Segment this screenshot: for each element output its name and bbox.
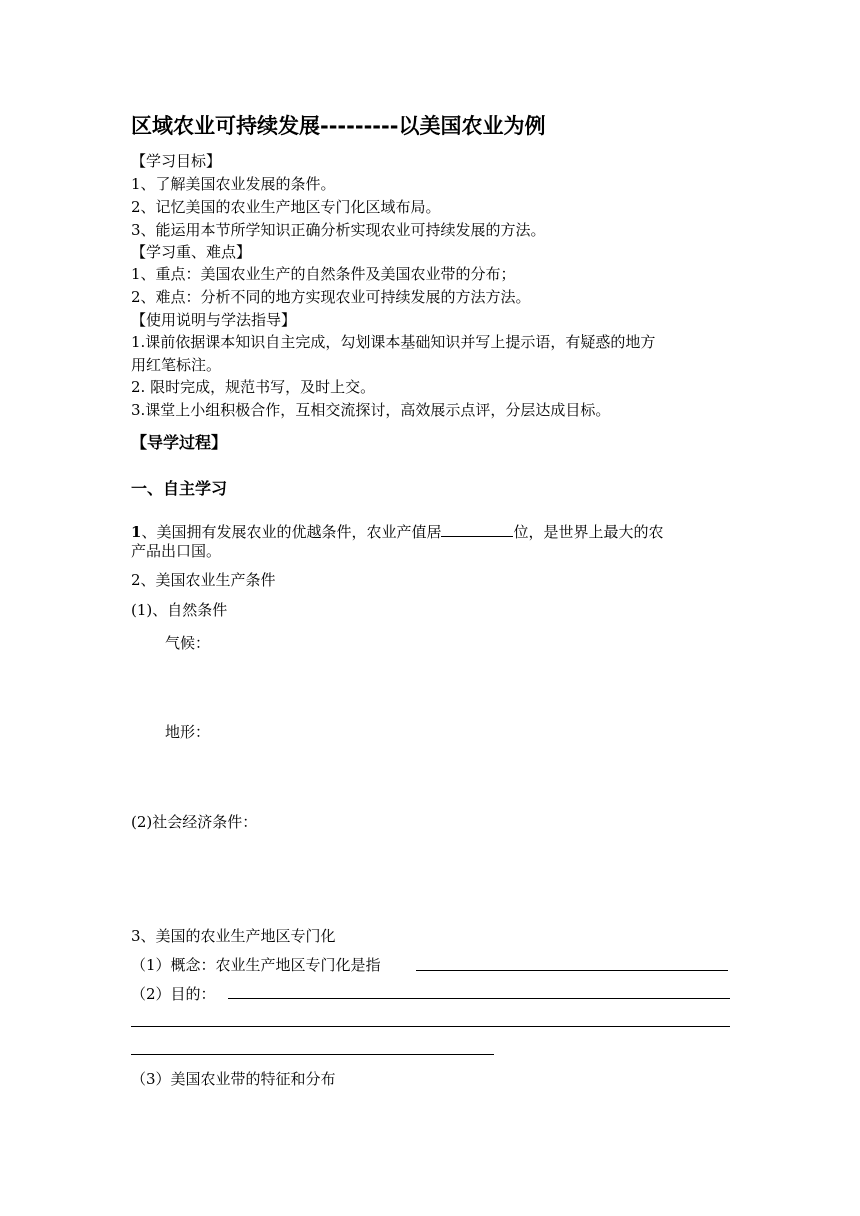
instruction-item-continued: 用红笔标注。: [131, 356, 222, 374]
key-point-item: 2、难点：分析不同的地方实现农业可持续发展的方法方法。: [131, 288, 531, 306]
instructions-header: 【使用说明与学法指导】: [131, 311, 297, 329]
climate-label: 气候：: [165, 634, 211, 652]
question-3-2: （2）目的：: [131, 985, 216, 1003]
answer-blank[interactable]: [441, 522, 513, 537]
instruction-item: 3.课堂上小组积极合作，互相交流探讨，高效展示点评，分层达成目标。: [131, 401, 611, 419]
subquestion-natural: (1)、自然条件: [131, 601, 228, 619]
question-2: 2、美国农业生产条件: [131, 571, 276, 589]
process-header: 【导学过程】: [131, 433, 228, 452]
section-heading: 一、自主学习: [131, 479, 228, 498]
objective-item: 1、了解美国农业发展的条件。: [131, 175, 336, 193]
question-1: [131, 522, 663, 542]
answer-line[interactable]: [228, 998, 730, 999]
objectives-header: 【学习目标】: [131, 152, 222, 170]
instruction-item: 2. 限时完成，规范书写，及时上交。: [131, 378, 376, 396]
subquestion-social: (2)社会经济条件：: [131, 813, 258, 831]
answer-line[interactable]: [416, 970, 728, 971]
question-number: 1: [131, 523, 142, 541]
question-text: 位，是世界上最大的农: [513, 523, 664, 541]
key-point-item: 1、重点：美国农业生产的自然条件及美国农业带的分布；: [131, 265, 516, 283]
answer-line[interactable]: [131, 1026, 730, 1027]
instruction-item: 1.课前依据课本知识自主完成，勾划课本基础知识并写上提示语，有疑惑的地方: [131, 333, 656, 351]
objective-item: 3、能运用本节所学知识正确分析实现农业可持续发展的方法。: [131, 221, 546, 239]
terrain-label: 地形：: [165, 723, 211, 741]
question-1-continued: 产品出口国。: [131, 542, 222, 560]
question-3-3: （3）美国农业带的特征和分布: [131, 1070, 336, 1088]
question-3-1: （1）概念：农业生产地区专门化是指: [131, 956, 381, 974]
key-points-header: 【学习重、难点】: [131, 243, 252, 261]
question-text: 、美国拥有发展农业的优越条件，农业产值居: [141, 523, 442, 541]
page-title: 区域农业可持续发展---------以美国农业为例: [131, 114, 546, 138]
objective-item: 2、记忆美国的农业生产地区专门化区域布局。: [131, 198, 441, 216]
answer-line[interactable]: [131, 1054, 494, 1055]
question-3: 3、美国的农业生产地区专门化: [131, 927, 336, 945]
